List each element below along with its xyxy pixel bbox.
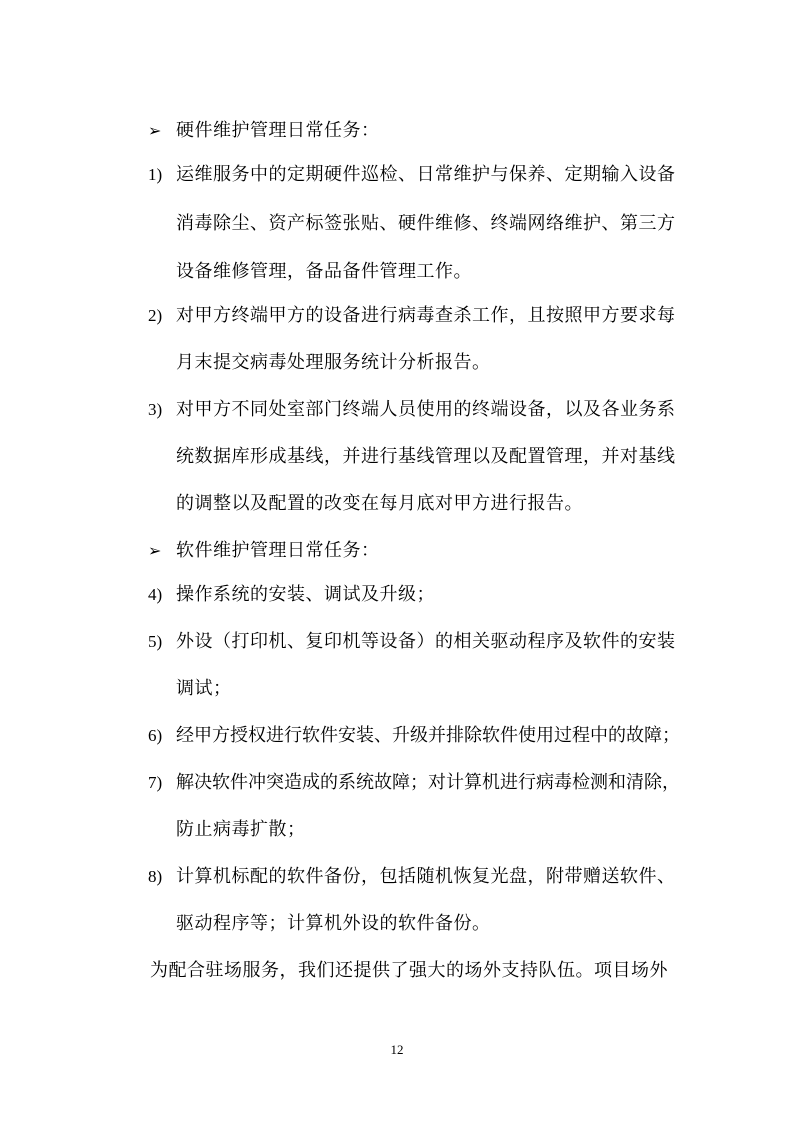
item-1-line-1: 运维服务中的定期硬件巡检、日常维护与保养、定期输入设备: [176, 164, 676, 185]
item-5-line-1: 外设（打印机、复印机等设备）的相关驱动程序及软件的安装: [176, 631, 676, 652]
item-1-line-3: 设备维修管理，备品备件管理工作。: [176, 261, 472, 282]
section-2-bullet: ➢: [148, 541, 162, 560]
item-3-line-3: 的调整以及配置的改变在每月底对甲方进行报告。: [176, 493, 583, 514]
item-3-number: 3): [148, 400, 163, 419]
item-2-number: 2): [148, 306, 163, 325]
item-8-line-2: 驱动程序等；计算机外设的软件备份。: [176, 913, 491, 934]
item-8-number: 8): [148, 867, 163, 886]
item-2-line-2: 月末提交病毒处理服务统计分析报告。: [176, 352, 491, 373]
item-7-line-2: 防止病毒扩散；: [176, 819, 306, 840]
item-5-number: 5): [148, 632, 163, 651]
item-3-line-2: 统数据库形成基线，并进行基线管理以及配置管理，并对基线: [176, 446, 676, 467]
section-2-title: 软件维护管理日常任务：: [176, 540, 380, 561]
item-7-line-1: 解决软件冲突造成的系统故障；对计算机进行病毒检测和清除，: [176, 772, 680, 793]
item-5-line-2: 调试；: [176, 678, 232, 699]
item-3-line-1: 对甲方不同处室部门终端人员使用的终端设备，以及各业务系: [176, 399, 676, 420]
item-8-line-1: 计算机标配的软件备份，包括随机恢复光盘，附带赠送软件、: [176, 866, 676, 887]
item-4-number: 4): [148, 585, 163, 604]
item-6-number: 6): [148, 726, 163, 745]
item-1-number: 1): [148, 165, 163, 184]
item-7-number: 7): [148, 773, 163, 792]
section-1-title: 硬件维护管理日常任务：: [176, 120, 380, 141]
item-6-line-1: 经甲方授权进行软件安装、升级并排除软件使用过程中的故障；: [176, 725, 680, 746]
page-number: 12: [390, 1042, 404, 1057]
closing-paragraph: 为配合驻场服务，我们还提供了强大的场外支持队伍。项目场外: [150, 960, 668, 981]
section-1-bullet: ➢: [148, 121, 162, 140]
item-2-line-1: 对甲方终端甲方的设备进行病毒查杀工作，且按照甲方要求每: [176, 305, 676, 326]
item-1-line-2: 消毒除尘、资产标签张贴、硬件维修、终端网络维护、第三方: [176, 213, 676, 234]
item-4-line-1: 操作系统的安装、调试及升级；: [176, 584, 435, 605]
